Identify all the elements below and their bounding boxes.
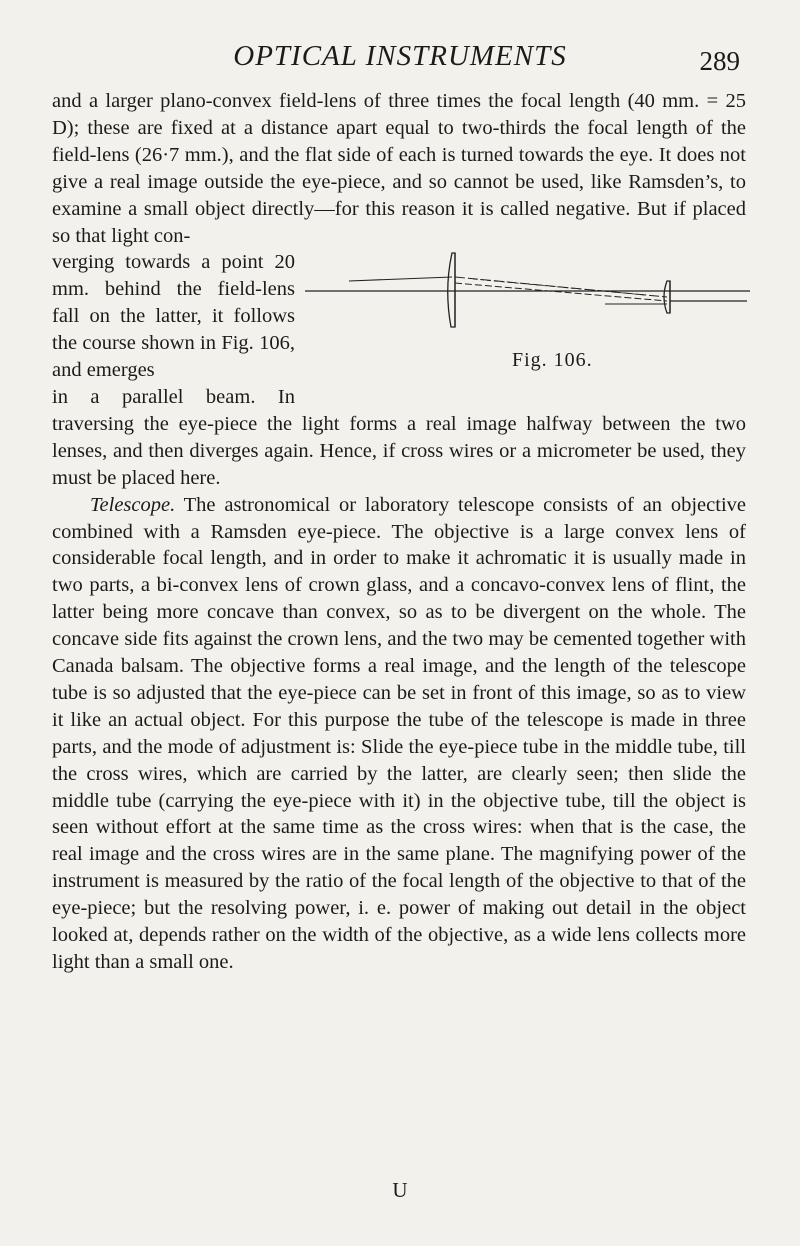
eyepiece-ray-diagram	[305, 249, 750, 399]
page-number: 289	[699, 46, 740, 76]
telescope-text: The astronomical or laboratory telescope consists of an objective combined with a Ramsden eye-piece. The objective is a large convex lens of considerable focal length, and in order to make it achromatic it is usually made in two parts, a bi-convex lens of crown glass, and a concavo-convex lens of flint, the latter being more concave than convex, so as to be divergent on the whole. The concave side fits against the crown lens, and the two may be cemented together with Canada balsam. The objective forms a real image, and the length of the telescope tube is so adjusted that the eye-piece can be set in front of this image, so as to view it like an actual object. For this purpose the tube of the telescope is made in three parts, and the mode of adjustment is: Slide the eye-piece tube in the middle tube, till the cross wires, which are carried by the latter, are clearly seen; then slide the middle tube (carrying the eye-piece with it) in the objective tube, till the object is seen without effort at the same time as the cross wires: when that is the case, the real image and the cross wires are in the same plane. The magnifying power of the instrument is measured by the ratio of the focal length of the objective to that of the eye-piece; but the resolving power, i. e. power of making out detail in the object looked at, depends rather on the width of the objective, as a wide lens collects more light than a small one.	[52, 493, 746, 973]
running-head	[0, 34, 800, 74]
incoming-ray	[349, 277, 452, 281]
figure-106	[305, 249, 750, 399]
signature-mark: U	[392, 1178, 408, 1202]
section-heading-telescope: Telescope.	[90, 493, 176, 516]
body-text	[52, 88, 746, 976]
figure-wrap-block	[52, 249, 746, 384]
paragraph-telescope	[52, 492, 746, 976]
figure-caption: Fig. 106.	[512, 349, 593, 372]
paragraph-continuation-lead: and a larger plano-convex field-lens of three times the focal length (40 mm. = 25 D); these are fixed at a distance apart equal to two-thirds the focal length of the field-lens (26·7 mm.), and the flat side of each is turned towards the eye. It does not give a real image outside the eye-piece, and so cannot be used, like Ramsden’s, to examine a small object directly—for this reason it is called negative. But if placed so that light con-	[52, 90, 746, 247]
field-lens	[448, 253, 455, 327]
paragraph-wrapped-text: verging towards a point 20 mm. behind the field-lens fall on the latter, it follows the course shown in Fig. 106, and emerges	[52, 251, 295, 382]
running-title: OPTICAL INSTRUMENTS	[233, 40, 567, 72]
paragraph-continuation-tail: in a parallel beam. In traversing the eye-piece the light forms a real image halfway between the two lenses, and then diverges again. Hence, if cross wires or a micrometer be used, they must be placed here.	[52, 385, 746, 489]
ray-lower	[455, 283, 667, 301]
